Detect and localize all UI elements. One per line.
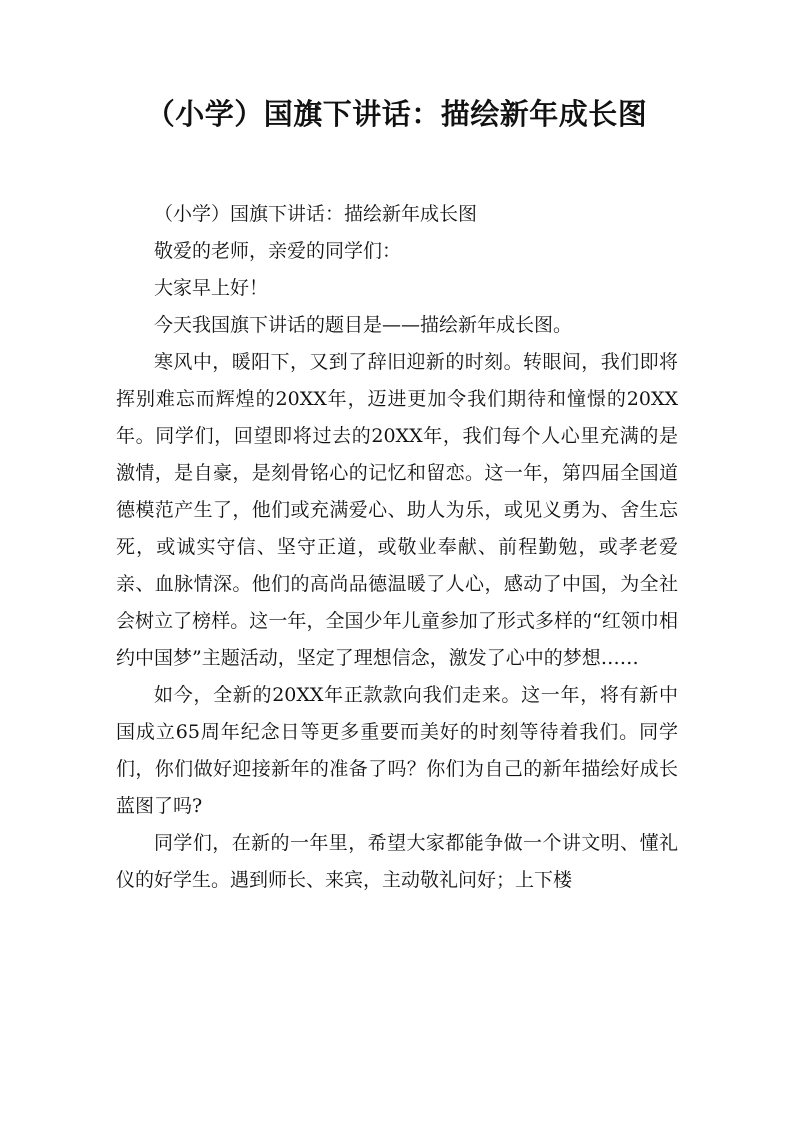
paragraph-salutation: 敬爱的老师，亲爱的同学们： bbox=[154, 240, 402, 262]
paragraph-review: 寒风中，暖阳下，又到了辞旧迎新的时刻。转眼间，我们即将挥别难忘而辉煌的20XX年，迈进更加令我们期待和憧憬的20XX年。同学们，回望即将过去的20XX年，我们每个人心里充满的是激情，是自豪，是刻骨铭心的记忆和留恋。这一年，第四届全国道德模范产生了，他们或充满爱心、助人为乐，或见义勇为、舍生忘死，或诚实守信、坚守正道，或敬业奉献、前程勤勉，或孝老爱亲、血脉情深。他们的高尚品德温暖了人心，感动了中国，为全社会树立了榜样。这一年，全国少年儿童参加了形式多样的“红领巾相约中国梦”主题活动，坚定了理想信念，激发了心中的梦想…… bbox=[116, 351, 678, 669]
paragraph-subtitle: （小学）国旗下讲话：描绘新年成长图 bbox=[154, 203, 478, 225]
paragraph-greeting: 大家早上好！ bbox=[154, 277, 269, 299]
paragraph-new-year: 如今，全新的20XX年正款款向我们走来。这一年，将有新中国成立65周年纪念日等更多重要而美好的时刻等待着我们。同学们，你们做好迎接新年的准备了吗？你们为自己的新年描绘好成长蓝图了吗? bbox=[116, 684, 678, 817]
document-title: （小学）国旗下讲话：描绘新年成长图 bbox=[145, 97, 648, 131]
paragraph-hope: 同学们，在新的一年里，希望大家都能争做一个讲文明、懂礼仪的好学生。遇到师长、来宾，主动敬礼问好；上下楼 bbox=[116, 832, 678, 891]
document-body bbox=[116, 196, 678, 899]
paragraph-topic: 今天我国旗下讲话的题目是——描绘新年成长图。 bbox=[154, 314, 573, 336]
